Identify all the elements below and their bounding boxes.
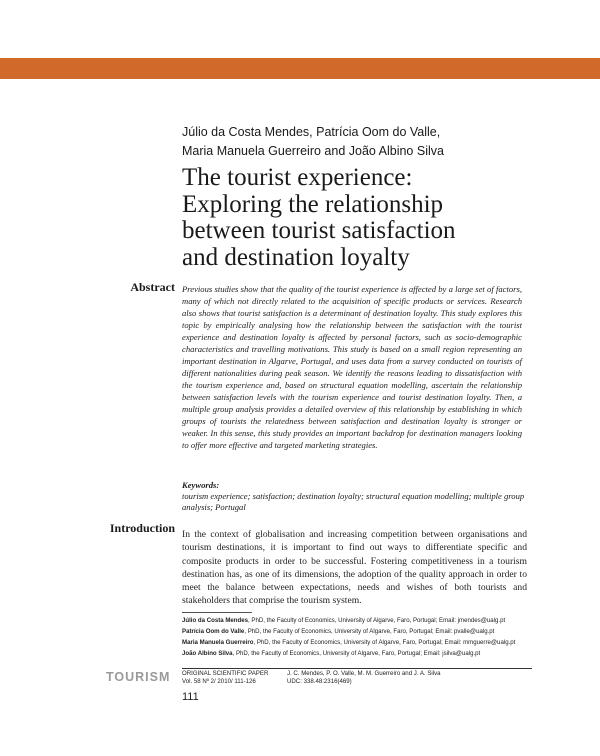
footnote-details: , PhD, the Faculty of Economics, University of Algarve, Faro, Portugal; Email: mmguerre@ualg.pt bbox=[253, 639, 516, 646]
authors-short: J. C. Mendes, P. O. Valle, M. M. Guerreiro and J. A. Silva bbox=[287, 670, 441, 677]
provided-by-text: provided by Sa bbox=[534, 81, 575, 87]
udc-code: UDC: 338.48:2316(469) bbox=[287, 677, 352, 685]
paper-type: ORIGINAL SCIENTIFIC PAPER bbox=[182, 670, 269, 677]
title-line-3: between tourist satisfaction bbox=[182, 217, 456, 244]
keywords-text: tourism experience; satisfaction; destination loyalty; structural equation modelling; multiple group analysis; Portugal bbox=[182, 491, 525, 512]
footnote-item bbox=[182, 615, 542, 626]
introduction-heading: Introduction bbox=[109, 521, 175, 535]
abstract-heading: Abstract bbox=[130, 280, 175, 294]
footnote-divider bbox=[182, 612, 252, 613]
footnote-details: , PhD, the Faculty of Economics, University of Algarve, Faro, Portugal; Email: jsilva@ualg.pt bbox=[232, 650, 481, 657]
footer-citation-info bbox=[287, 670, 441, 685]
title-line-1: The tourist experience: bbox=[182, 164, 413, 191]
footnote-item bbox=[182, 637, 542, 648]
authors-line-2: Maria Manuela Guerreiro and João Albino Silva bbox=[182, 144, 444, 158]
paper-title bbox=[182, 165, 456, 271]
footnote-author: Patrícia Oom do Valle bbox=[182, 628, 245, 635]
footnote-author: João Albino Silva bbox=[182, 650, 233, 657]
footnote-details: , PhD, the Faculty of Economics, University of Algarve, Faro, Portugal; Email: pvalle@ualg.pt bbox=[244, 628, 495, 635]
paper-authors bbox=[182, 123, 444, 161]
title-line-4: and destination loyalty bbox=[182, 243, 410, 271]
author-affiliations bbox=[182, 615, 542, 659]
footnote-author: Maria Manuela Guerreiro bbox=[182, 639, 254, 646]
title-line-2: Exploring the relationship bbox=[182, 190, 444, 218]
introduction-text: In the context of globalisation and increasing competition between organisations and tourism destinations, it is important to find out ways to differentiate specific and composite products in order to be successful. Fostering competitiveness in a tourism destination has, as one of its dimensions, the adoption of the quality approach in order to meet the balance between expectations, needs and wishes of both tourists and stakeholders that comprise the tourism system. bbox=[182, 529, 527, 607]
footnote-item bbox=[182, 626, 542, 637]
footnote-details: , PhD, the Faculty of Economics, University of Algarve, Faro, Portugal; Email: jmendes@ualg.pt bbox=[248, 617, 506, 624]
footnote-author: Júlio da Costa Mendes bbox=[182, 617, 249, 624]
journal-volume: Vol. 58 Nº 2/ 2010/ 111-126 bbox=[182, 677, 256, 685]
footer-paper-info bbox=[182, 670, 268, 685]
page-number: 111 bbox=[182, 691, 199, 703]
journal-wordmark: TOURISM bbox=[106, 670, 171, 684]
abstract-text: Previous studies show that the quality of the tourist experience is affected by a large set of factors, many of which not directly related to the acquisition of specific products or services. Research also shows that tourist satisfaction is a determinant of destination loyalty. This study explores this topic by empirically analysing how the relationship between the satisfaction with the tourist experience and destination loyalty is affected by personal factors, such as socio-demographic characteristics and travelling motivations. This study is based on a small region representing an important destination in Algarve, Portugal, and uses data from a survey conducted on tourists of different nationalities during peak season. We identify the reasons leading to dissatisfaction with the tourism experience and, based on structural equation modelling, ascertain the relationship between satisfaction levels with the tourism experience and tourist destination loyalty. Then, a multiple group analysis provides a detailed overview of this relationship by establishing in which groups of tourists the relatedness between satisfaction and destination loyalty is stronger or weaker. In this sense, this study provides an important backdrop for destination managers looking to offer more effective and targeted marketing strategies. bbox=[182, 284, 522, 450]
core-banner-bar bbox=[0, 58, 600, 79]
footnote-item bbox=[182, 648, 542, 659]
authors-line-1: Júlio da Costa Mendes, Patrícia Oom do Valle, bbox=[182, 125, 441, 139]
footer-divider bbox=[182, 668, 532, 669]
keywords-heading: Keywords: bbox=[182, 480, 220, 490]
